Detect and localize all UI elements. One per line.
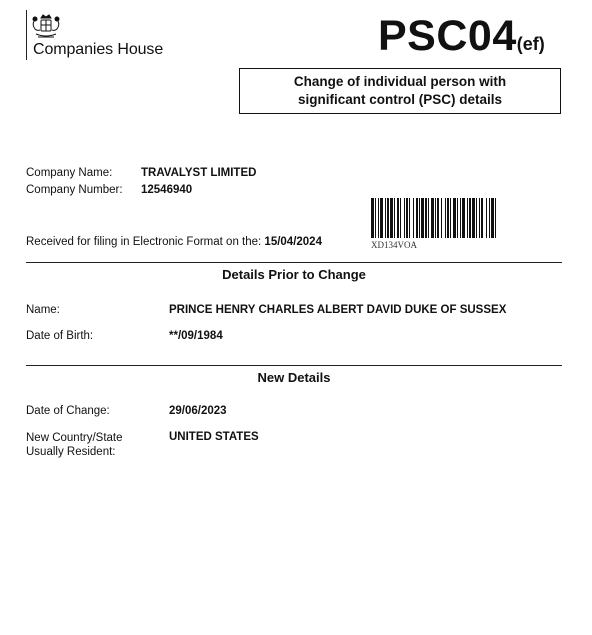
company-number-value: 12546940 — [141, 184, 193, 196]
prior-details-heading: Details Prior to Change — [222, 267, 366, 282]
barcode-bar — [428, 198, 429, 238]
barcode-bar — [435, 198, 436, 238]
barcode-bar — [385, 198, 386, 238]
barcode-bar — [378, 198, 379, 238]
prior-name-value: PRINCE HENRY CHARLES ALBERT DAVID DUKE OF SUSSEX — [169, 304, 507, 316]
country-label-line-2: Usually Resident: — [26, 446, 116, 458]
barcode-bar — [394, 198, 395, 238]
change-date-value: 29/06/2023 — [169, 405, 227, 417]
company-name-value: TRAVALYST LIMITED — [141, 167, 257, 179]
barcode-bar — [397, 198, 399, 238]
received-date: 15/04/2024 — [264, 236, 322, 248]
form-code — [378, 12, 545, 61]
prior-name-label: Name: — [26, 304, 60, 316]
barcode-bar — [479, 198, 480, 238]
barcode-bar — [390, 198, 393, 238]
barcode-bar — [406, 198, 408, 238]
barcode-bar — [476, 198, 477, 238]
barcode-bar — [491, 198, 494, 238]
barcode-bar — [375, 198, 376, 238]
barcode-bar — [462, 198, 465, 238]
barcode — [371, 198, 557, 238]
barcode-bar — [416, 198, 418, 238]
barcode-bar — [460, 198, 461, 238]
barcode-bar — [421, 198, 424, 238]
form-code-main: PSC04 — [378, 12, 517, 60]
royal-crest-icon — [30, 12, 62, 40]
barcode-bar — [450, 198, 451, 238]
barcode-bar — [469, 198, 471, 238]
prior-dob-value: **/09/1984 — [169, 330, 223, 342]
barcode-bar — [453, 198, 456, 238]
prior-dob-label: Date of Birth: — [26, 330, 94, 342]
barcode-bar — [431, 198, 434, 238]
form-title-line-1: Change of individual person with — [293, 74, 507, 89]
barcode-bar — [486, 198, 487, 238]
barcode-bar — [371, 198, 374, 238]
logo-divider — [26, 10, 27, 60]
section-divider — [26, 262, 562, 263]
organisation-name: Companies House — [33, 41, 164, 58]
barcode-bar — [467, 198, 468, 238]
barcode-bar — [425, 198, 427, 238]
barcode-bar — [472, 198, 475, 238]
barcode-bar — [447, 198, 449, 238]
barcode-bar — [404, 198, 405, 238]
barcode-bar — [419, 198, 420, 238]
form-title-box — [239, 68, 561, 114]
country-label-line-1: New Country/State — [26, 432, 123, 444]
country-value: UNITED STATES — [169, 431, 259, 443]
form-code-suffix: (ef) — [516, 34, 545, 54]
barcode-text: XD134VOA — [371, 240, 417, 250]
new-details-heading: New Details — [257, 370, 331, 385]
barcode-bar — [489, 198, 490, 238]
barcode-bar — [441, 198, 442, 238]
barcode-bar — [409, 198, 410, 238]
barcode-bar — [387, 198, 389, 238]
section-divider — [26, 365, 562, 366]
barcode-bar — [445, 198, 446, 238]
barcode-bar — [481, 198, 483, 238]
received-label: Received for filing in Electronic Format on the: — [26, 236, 262, 248]
form-title-line-2: significant control (PSC) details — [297, 92, 502, 107]
barcode-bar — [400, 198, 401, 238]
country-label — [26, 431, 123, 459]
form-title — [294, 73, 506, 109]
barcode-bar — [380, 198, 383, 238]
received-line — [26, 236, 322, 248]
company-number-label: Company Number: — [26, 184, 123, 196]
barcode-bar — [495, 198, 496, 238]
barcode-bar — [457, 198, 458, 238]
company-name-label: Company Name: — [26, 167, 113, 179]
change-date-label: Date of Change: — [26, 405, 110, 417]
barcode-bar — [437, 198, 439, 238]
barcode-bar — [413, 198, 414, 238]
